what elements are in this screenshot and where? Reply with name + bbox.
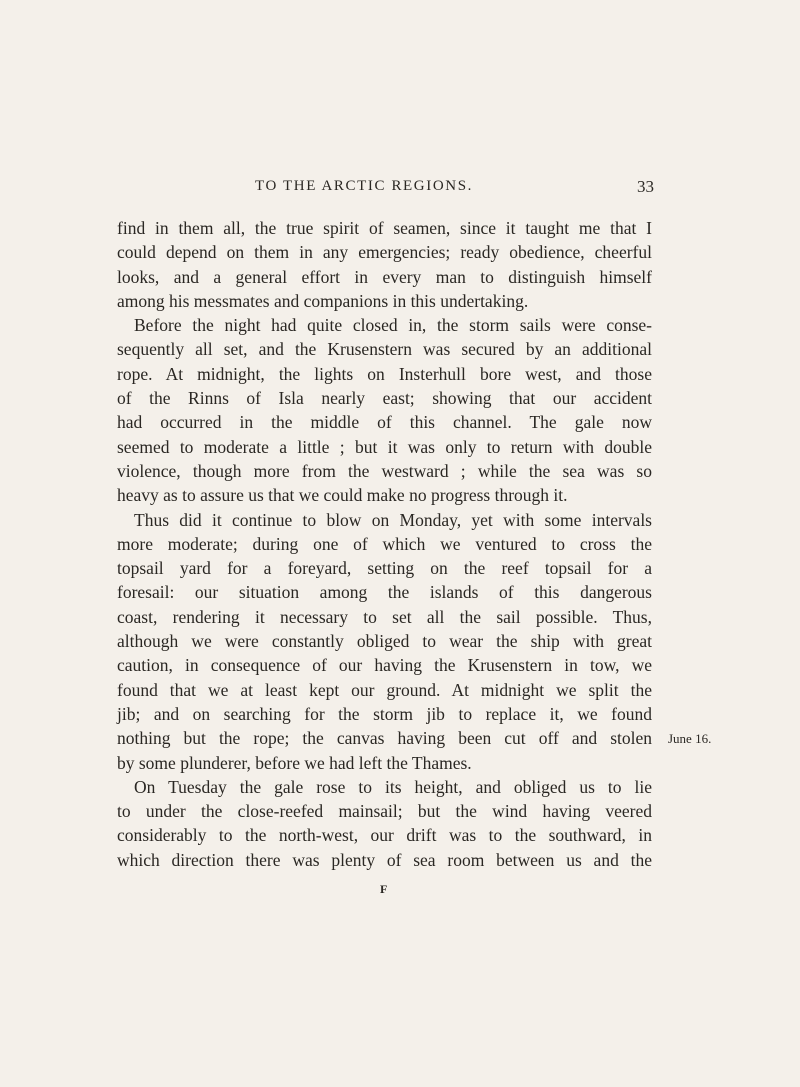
- text-line: foresail: our situation among the islands of this dangerous: [117, 582, 652, 603]
- margin-note-date: June 16.: [668, 731, 712, 746]
- text-line: rope. At midnight, the lights on Insterhull bore west, and those: [117, 363, 652, 384]
- running-head: TO THE ARCTIC REGIONS.: [255, 178, 473, 194]
- page-header: [0, 178, 800, 202]
- text-line: Before the night had quite closed in, the storm sails were conse-: [134, 315, 652, 336]
- text-line: heavy as to assure us that we could make no progress through it.: [117, 485, 568, 506]
- text-line: seemed to moderate a little ; but it was only to return with double: [117, 436, 652, 457]
- text-line: nothing but the rope; the canvas having been cut off and stolen: [117, 728, 652, 749]
- body-text: [117, 216, 652, 872]
- text-line: jib; and on searching for the storm jib to replace it, we found: [117, 703, 652, 724]
- text-line: to under the close-reefed mainsail; but the wind having veered: [117, 801, 652, 822]
- text-line: which direction there was plenty of sea room between us and the: [117, 849, 652, 870]
- text-line: coast, rendering it necessary to set all the sail possible. Thus,: [117, 606, 652, 627]
- text-line: by some plunderer, before we had left the Thames.: [117, 752, 472, 773]
- text-line: find in them all, the true spirit of seamen, since it taught me that I: [117, 218, 652, 238]
- text-line: On Tuesday the gale rose to its height, and obliged us to lie: [134, 776, 652, 797]
- text-line: topsail yard for a foreyard, setting on the reef topsail for a: [117, 558, 652, 579]
- page-number: 33: [637, 177, 654, 196]
- text-line: violence, though more from the westward ; while the sea was so: [117, 460, 652, 481]
- text-line: considerably to the north-west, our drift was to the southward, in: [117, 825, 652, 846]
- text-line: of the Rinns of Isla nearly east; showing that our accident: [117, 388, 652, 409]
- text-line: caution, in consequence of our having the Krusenstern in tow, we: [117, 655, 652, 676]
- text-line: looks, and a general effort in every man to distinguish himself: [117, 266, 652, 287]
- text-line: could depend on them in any emergencies; ready obedience, cheerful: [117, 242, 652, 263]
- signature-mark: F: [380, 882, 388, 896]
- text-line: had occurred in the middle of this channel. The gale now: [117, 412, 652, 433]
- text-line: although we were constantly obliged to wear the ship with great: [117, 631, 652, 652]
- text-line: sequently all set, and the Krusenstern was secured by an additional: [117, 339, 652, 360]
- text-line: Thus did it continue to blow on Monday, yet with some intervals: [134, 509, 652, 530]
- text-line: among his messmates and companions in this undertaking.: [117, 290, 529, 311]
- text-line: found that we at least kept our ground. At midnight we split the: [117, 679, 652, 700]
- text-line: more moderate; during one of which we ventured to cross the: [117, 533, 652, 554]
